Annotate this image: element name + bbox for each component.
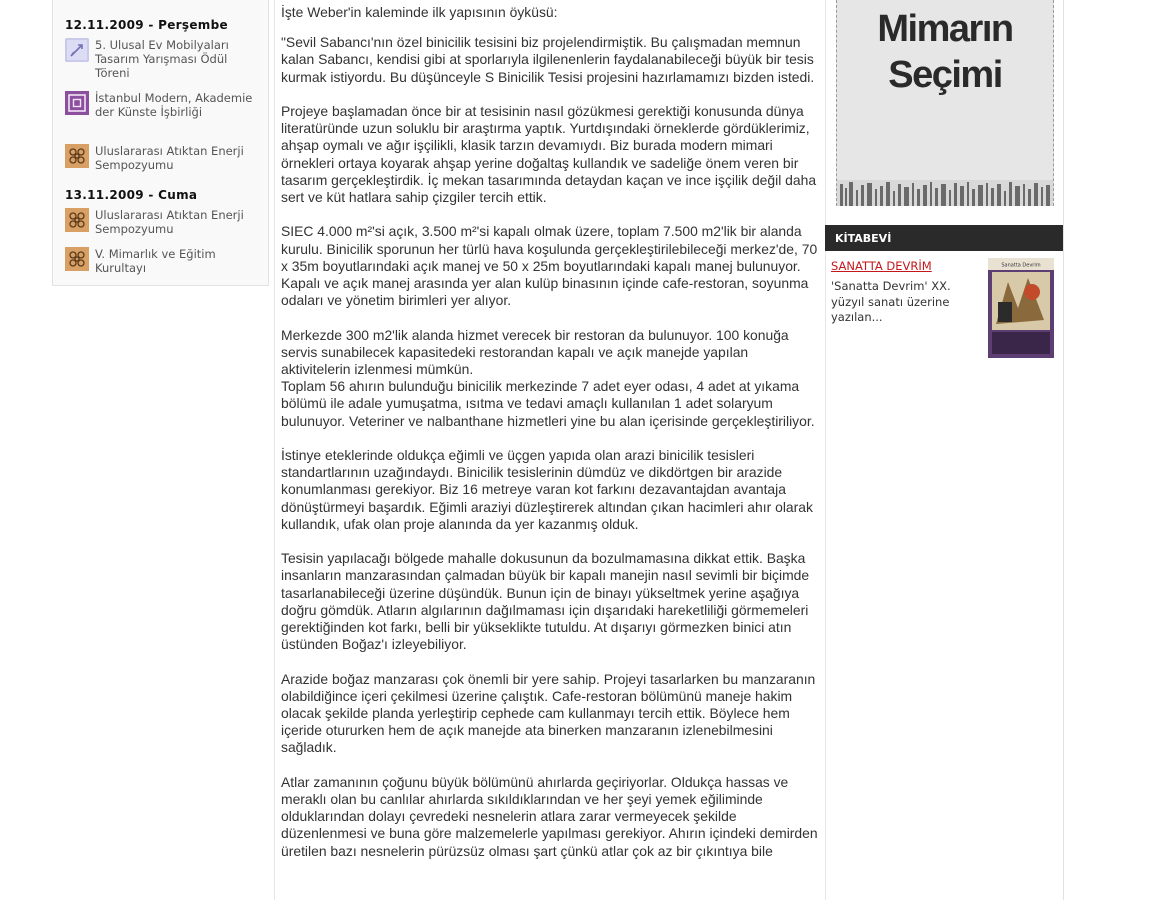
article-paragraph: İstinye eteklerinde oldukça eğimli ve üçgen yapıda olan arazi binicilik tesisleri standartlarının uzağındaydı. Binicilik tesislerinin dümdüz ve dikdörtgen bir arazide konumlanması gerekiyor. Biz 16 metreye varan kot farkını dezavantajdan avantaja dönüştürmeyi başardık. Eğimli araziyi düzleştirerek altından çıkan hacimleri ahır olarak kullandık, ufak olan proje alanında da yer kazanmış olduk.: [281, 447, 813, 532]
article-column: [274, 0, 826, 900]
book-title-link[interactable]: SANATTA DEVRİM: [831, 259, 932, 273]
article-paragraph: "Sevil Sabancı'nın özel binicilik tesisini biz projelendirmiştik. Bu çalışmadan memnun kalan Sabancı, kendisi gibi at sporlarıyla ilgilenenlerin faydalanabileceği büyük bir tesis kurmak istiyordu. Bu düşünceyle S Binicilik Tesisi projesini hazırlamamızı bizden istedi.: [281, 34, 815, 85]
banner-title: Mimarın Seçimi: [877, 8, 1013, 96]
design-tool-icon: [65, 38, 89, 62]
event-date-heading: 12.11.2009 - Perşembe: [65, 18, 228, 32]
event-title-link[interactable]: Uluslararası Atıktan Enerji Sempozyumu: [95, 208, 244, 236]
books-strip-image: [837, 180, 1053, 206]
article-paragraph: Arazide boğaz manzarası çok önemli bir yere sahip. Projeyi tasarlarken bu manzaranın olabildiğince içeri çekilmesi üzerine çalıştık. Cafe-restoran bölümünü maneje hakim olacak şekilde planda yerleştirip cephede cam kullanmayı tercih ettik. Böylece hem içeride otururken hem de açık manejde ata binerken manzaranın izlenebilmesini sağladık.: [281, 670, 816, 756]
molecule-icon: [65, 144, 89, 168]
article-paragraph: Atlar zamanının çoğunu büyük bölümünü ahırlarda geçiriyorlar. Oldukça hassas ve meraklı olan bu canlılar ahırlarda sıkıldıklarından ve her şeyi yemek eğiliminde olduklarından dolayı çevredeki nesnelerin atlara zarar vermeyecek şekilde düzenlenmesi ve buna göre malzemelerle yapılması gerekiyor. Ahırın içindeki demirden üretilen bazı nesnelerin pürüzsüz olması şart çünkü atlar çok az bir çıkıntıya bile: [281, 773, 818, 859]
event-title-link[interactable]: Uluslararası Atıktan Enerji Sempozyumu: [95, 144, 244, 172]
article-paragraph: Tesisin yapılacağı bölgede mahalle dokusunun da bozulmamasına dikkat ettik. Başka insanların manzarasından çalmadan büyük bir kapalı manejin nasıl sevimli bir biçimde tasarlanabileceği üzerine düşündük. Bunun için de binayı yükseltmek yerine aşağıya doğru gömdük. Atların algılarının dağılmaması için dışarıdaki hareketliliği görmemeleri gerektiğinden kot farkı, belli bir yükseklikte tutuldu. At dışarıyı görmezken binici atın üstünden Boğaz'ı izleyebiliyor.: [281, 550, 810, 653]
event-date-heading: 13.11.2009 - Cuma: [65, 188, 198, 202]
article-body: [281, 4, 821, 877]
book-description: 'Sanatta Devrim' XX. yüzyıl sanatı üzerine yazılan...: [831, 279, 951, 324]
right-sidebar: [825, 0, 1064, 900]
kitabevi-heading: KİTABEVİ: [825, 225, 1063, 251]
article-paragraph: SIEC 4.000 m²'si açık, 3.500 m²'si kapalı olmak üzere, toplam 7.500 m2'lik bir alanda kurulu. Binicilik sporunun her türlü hava koşulunda gerçekleştirilebileceği merkez'de, 70 x 35m boyutlarındaki açık manej ve 50 x 25m boyutlarındaki kapalı manej bulunuyor. Kapalı ve açık manej arasında yer alan kulüp binasının içinde cafe-restoran, soyunma odaları ve yönetim birimleri yer alıyor.: [281, 223, 818, 309]
article-paragraph: Projeye başlamadan önce bir at tesisinin nasıl gözükmesi gerektiği konusunda dünya literatüründe uzun soluklu bir araştırma yaptık. Yurtdışındaki örneklerde gördüklerimiz, ahşap oymalı ve ağır işçilikli, klasik tarzın devamıydı. Biz burada modern mimari örnekleri ortaya koyarak ahşap yerine doğaltaş kullandık ve sadeliğe önem veren bir tasarım gerçekleştirdik. İç mekan tasarımında detaydan kaçan ve ince işçilik değil daha sert ve küt hatlara sahip çizgiler tercih ettik.: [281, 103, 817, 206]
event-title-link[interactable]: İstanbul Modern, Akademie der Künste İşbirliği: [95, 91, 253, 119]
events-sidebar: [52, 0, 269, 286]
frame-icon: [65, 91, 89, 115]
book-cover-title: Sanatta Devrim: [1001, 262, 1041, 269]
event-title-link[interactable]: 5. Ulusal Ev Mobilyaları Tasarım Yarışması Ödül Töreni: [95, 38, 229, 80]
book-cover-art: [988, 258, 1054, 358]
molecule-icon: [65, 247, 89, 271]
event-title-link[interactable]: V. Mimarlık ve Eğitim Kurultayı: [95, 247, 216, 275]
article-intro: İşte Weber'in kaleminde ilk yapısının öyküsü:: [281, 4, 558, 20]
mimarin-secimi-banner[interactable]: [836, 0, 1054, 206]
article-paragraph: Merkezde 300 m2'lik alanda hizmet verecek bir restoran da bulunuyor. 100 konuğa servis sunabilecek kapasitedeki restorandan kapalı ve açık manejde yapılan aktivitelerin izlenmesi mümkün. Toplam 56 ahırın bulunduğu binicilik merkezinde 7 adet eyer odası, 4 adet at yıkama bölümü ile adale yumuşatma, ısıtma ve tedavi amaçlı kullanılan 1 adet solaryum bulunuyor. Veteriner ve nalbanthane hizmetleri yine bu alan içerisinde gerçekleştiriliyor.: [281, 326, 815, 429]
book-cover-image[interactable]: [988, 258, 1054, 358]
molecule-icon: [65, 208, 89, 232]
